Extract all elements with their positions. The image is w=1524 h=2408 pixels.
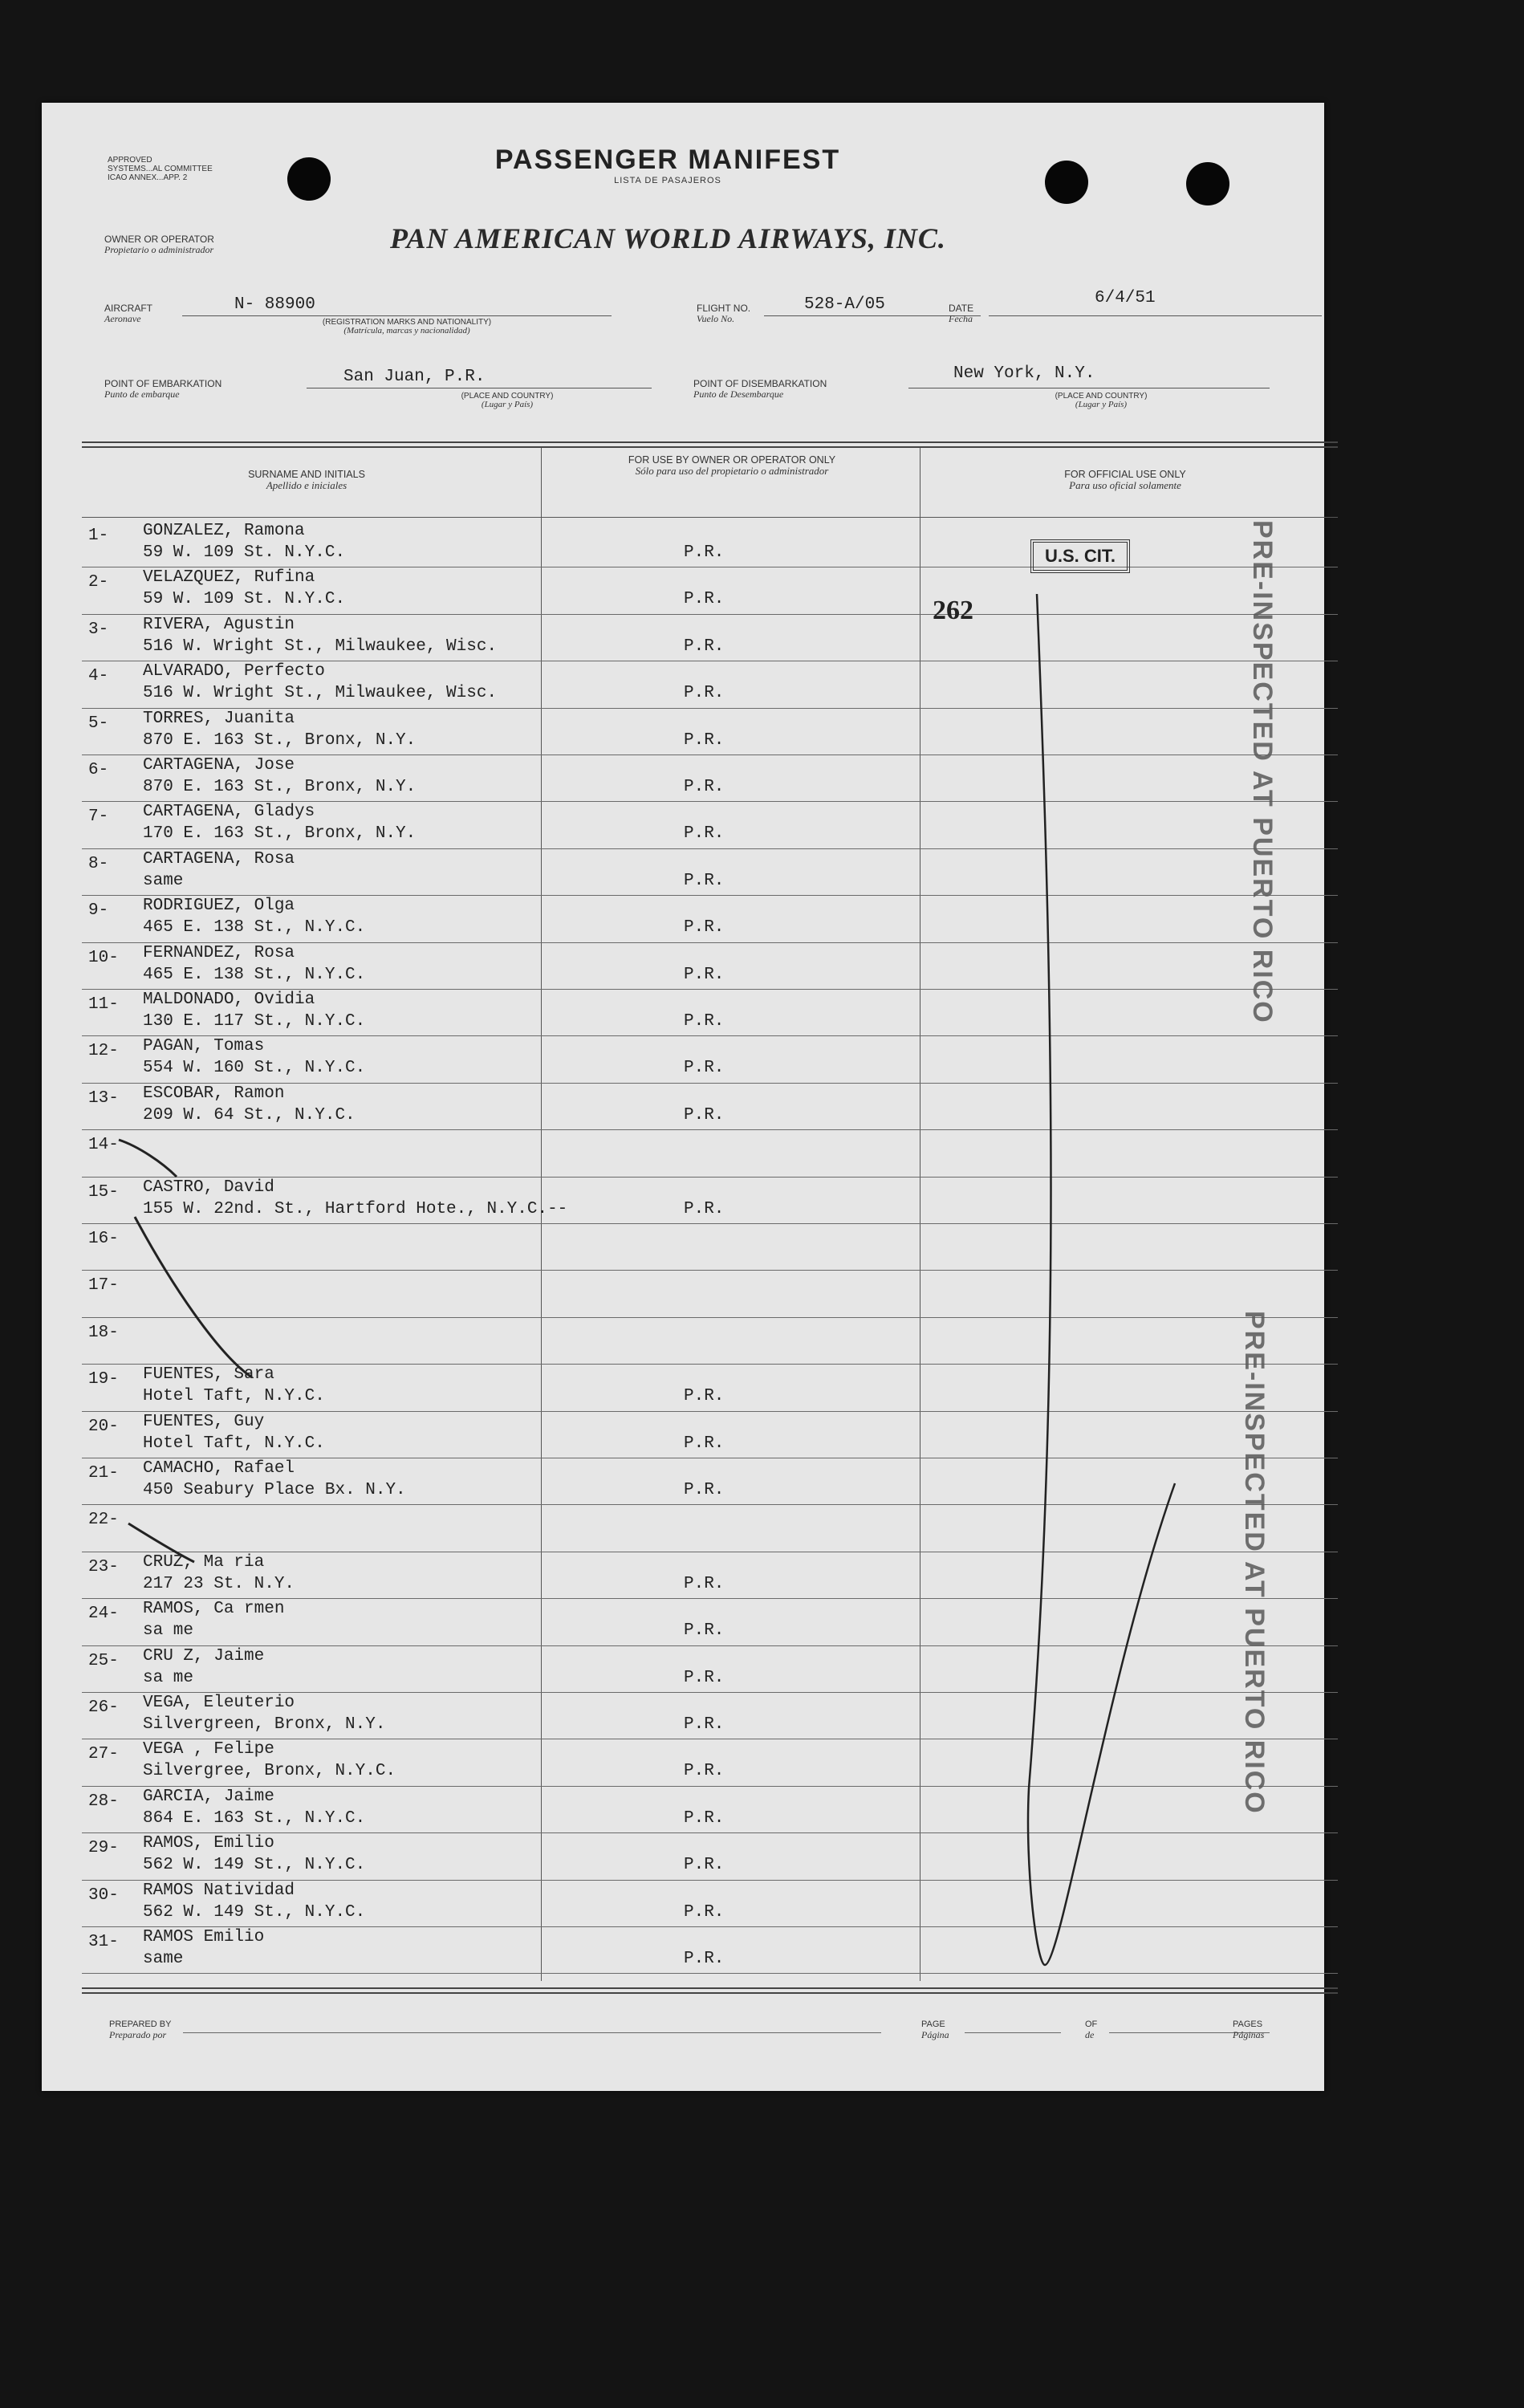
operator-mark: P.R. [684,1574,725,1593]
row-number: 10- [88,948,119,967]
row-number: 24- [88,1605,119,1624]
passenger-name: FERNANDEZ, Rosa [143,943,295,962]
row-number: 20- [88,1417,119,1436]
preinspected-stamp: PRE-INSPECTED AT PUERTO RICO [1239,1311,1270,1815]
prepared-by-text: PREPARED BY [109,2020,172,2029]
owner-label-es: Propietario o administrador [104,244,214,255]
passenger-address: same [143,1950,184,1968]
passenger-address: 870 E. 163 St., Bronx, N.Y. [143,730,417,750]
operator-mark: P.R. [684,965,725,984]
approval-line: SYSTEMS...AL COMMITTEE [108,165,213,173]
passenger-address: 864 E. 163 St., N.Y.C. [143,1808,366,1828]
passenger-address: 465 E. 138 St., N.Y.C. [143,918,366,938]
row-number: 27- [88,1745,119,1764]
row-number: 9- [88,901,109,921]
operator-mark: P.R. [684,1950,725,1968]
passenger-address: 59 W. 109 St. N.Y.C. [143,590,346,609]
of-label-es: de [1085,2029,1095,2040]
passenger-name: RAMOS Emilio [143,1928,265,1946]
passenger-name: CARTAGENA, Rosa [143,849,295,868]
column-header-es: Sólo para uso del propietario o administrador [635,465,829,477]
column-header-text: FOR OFFICIAL USE ONLY [1064,469,1186,480]
passenger-address: 870 E. 163 St., Bronx, N.Y. [143,778,417,796]
column-header-es: Apellido e iniciales [266,479,347,491]
operator-mark: P.R. [684,1481,725,1499]
row-number: 23- [88,1557,119,1576]
passenger-name: ESCOBAR, Ramon [143,1084,285,1103]
passenger-address: Hotel Taft, N.Y.C. [143,1387,325,1406]
passenger-name: MALDONADO, Ovidia [143,990,315,1009]
row-number: 1- [88,527,109,545]
passenger-name: RAMOS, Ca rmen [143,1600,285,1619]
operator-mark: P.R. [684,918,725,938]
passenger-name: CRU Z, Jaime [143,1646,265,1666]
of-label-text: OF [1085,2020,1098,2029]
passenger-name: PAGAN, Tomas [143,1037,265,1056]
passenger-address: 130 E. 117 St., N.Y.C. [143,1012,366,1031]
operator-mark: P.R. [684,730,725,750]
row-number: 18- [88,1323,119,1342]
approval-line: ICAO ANNEX...APP. 2 [108,173,188,182]
operator-mark: P.R. [684,1199,725,1218]
row-number: 16- [88,1230,119,1248]
row-number: 14- [88,1136,119,1155]
pencil-strike [135,1217,252,1377]
row-number: 29- [88,1839,119,1858]
operator-mark: P.R. [684,1715,725,1734]
row-number: 12- [88,1042,119,1061]
embarkation-label-es: Punto de embarque [104,388,180,400]
date-label-text: DATE [949,303,974,314]
pages-label-es: Páginas [1233,2029,1265,2040]
column-header-text: FOR USE BY OWNER OR OPERATOR ONLY [628,454,836,466]
disembarkation-label-text: POINT OF DISEMBARKATION [693,378,827,389]
passenger-address: 217 23 St. N.Y. [143,1574,295,1593]
passenger-name: ALVARADO, Perfecto [143,662,325,681]
passenger-address: 465 E. 138 St., N.Y.C. [143,965,366,984]
passenger-name: CARTAGENA, Gladys [143,803,315,822]
passenger-name: RAMOS, Emilio [143,1834,274,1853]
date-value: 6/4/51 [1095,289,1156,307]
row-number: 2- [88,573,109,592]
passenger-name: VEGA, Eleuterio [143,1694,295,1712]
pencil-marks [42,103,1324,2091]
passenger-name: GONZALEZ, Ramona [143,522,305,540]
passenger-address: same [143,871,184,890]
operator-mark: P.R. [684,871,725,890]
row-number: 4- [88,667,109,686]
row-number: 17- [88,1276,119,1296]
operator-mark: P.R. [684,1621,725,1641]
row-number: 28- [88,1792,119,1811]
aircraft-label-text: AIRCRAFT [104,303,152,314]
row-number: 5- [88,714,109,733]
disembarkation-value: New York, N.Y. [953,364,1095,383]
passenger-name: RODRIGUEZ, Olga [143,897,295,916]
row-number: 26- [88,1698,119,1717]
pencil-strike [119,1140,177,1177]
row-number: 15- [88,1182,119,1202]
passenger-name: TORRES, Juanita [143,709,295,728]
aircraft-label-es: Aeronave [104,313,141,324]
operator-mark: P.R. [684,1434,725,1453]
operator-mark: P.R. [684,543,725,562]
embarkation-value: San Juan, P.R. [343,368,486,386]
passenger-address: 562 W. 149 St., N.Y.C. [143,1856,366,1875]
page-label-text: PAGE [921,2020,945,2029]
passenger-address: 450 Seabury Place Bx. N.Y. [143,1481,406,1499]
passenger-address: 516 W. Wright St., Milwaukee, Wisc. [143,637,498,656]
passenger-address: sa me [143,1668,194,1687]
aircraft-value: N- 88900 [234,295,315,314]
owner-value: PAN AMERICAN WORLD AIRWAYS, INC. [390,222,946,254]
operator-mark: P.R. [684,1387,725,1406]
row-number: 7- [88,807,109,827]
operator-mark: P.R. [684,1808,725,1828]
operator-mark: P.R. [684,1668,725,1687]
pencil-strike [128,1523,194,1562]
passenger-name: VELAZQUEZ, Rufina [143,568,315,588]
operator-mark: P.R. [684,684,725,703]
passenger-name: FUENTES, Sara [143,1365,274,1385]
operator-mark: P.R. [684,1856,725,1875]
passenger-name: GARCIA, Jaime [143,1787,274,1806]
row-number: 22- [88,1511,119,1530]
row-number: 21- [88,1464,119,1483]
pages-label-text: PAGES [1233,2020,1263,2029]
column-header-es: Para uso oficial solamente [1069,479,1181,491]
row-number: 6- [88,761,109,779]
row-number: 19- [88,1370,119,1389]
owner-label-text: OWNER OR OPERATOR [104,234,214,245]
passenger-address: 209 W. 64 St., N.Y.C. [143,1105,356,1125]
passenger-address: 155 W. 22nd. St., Hartford Hote., N.Y.C.-- [143,1199,568,1218]
registration-caption-text: (REGISTRATION MARKS AND NATIONALITY) [322,318,492,327]
embarkation-label-text: POINT OF EMBARKATION [104,378,222,389]
row-number: 30- [88,1885,119,1905]
passenger-name: FUENTES, Guy [143,1412,265,1431]
place-caption-text: (PLACE AND COUNTRY) [1055,392,1148,401]
operator-mark: P.R. [684,824,725,844]
row-number: 11- [88,995,119,1014]
manifest-sheet [42,103,1324,2091]
row-number: 13- [88,1088,119,1108]
operator-mark: P.R. [684,1059,725,1078]
prepared-by-es: Preparado por [109,2029,167,2040]
passenger-address: Silvergreen, Bronx, N.Y. [143,1715,386,1734]
operator-mark: P.R. [684,1902,725,1922]
row-number: 3- [88,620,109,639]
place-caption-es: (Lugar y País) [481,400,534,409]
operator-mark: P.R. [684,590,725,609]
passenger-address: 516 W. Wright St., Milwaukee, Wisc. [143,684,498,703]
operator-mark: P.R. [684,1762,725,1781]
page-subtitle: LISTA DE PASAJEROS [614,176,721,185]
passenger-name: CRUZ, Ma ria [143,1552,265,1572]
operator-mark: P.R. [684,778,725,796]
page-title: PASSENGER MANIFEST [494,144,841,175]
place-caption-text: (PLACE AND COUNTRY) [461,392,554,401]
passenger-address: Silvergree, Bronx, N.Y.C. [143,1762,396,1781]
flight-label-es: Vuelo No. [697,313,735,324]
disembarkation-label-es: Punto de Desembarque [693,388,784,400]
column-header-text: SURNAME AND INITIALS [248,469,365,480]
page-label-es: Página [921,2029,949,2040]
pencil-line [1028,594,1175,1965]
place-caption-es: (Lugar y País) [1075,400,1128,409]
date-label-es: Fecha [949,313,973,324]
registration-caption-es: (Matrícula, marcas y nacionalidad) [343,326,470,336]
operator-mark: P.R. [684,637,725,656]
passenger-address: 170 E. 163 St., Bronx, N.Y. [143,824,417,844]
passenger-address: sa me [143,1621,194,1641]
passenger-address: Hotel Taft, N.Y.C. [143,1434,325,1453]
passenger-name: RAMOS Natividad [143,1881,295,1900]
approval-line: APPROVED [108,156,152,165]
row-number: 31- [88,1933,119,1951]
operator-mark: P.R. [684,1105,725,1125]
operator-mark: P.R. [684,1012,725,1031]
passenger-address: 59 W. 109 St. N.Y.C. [143,543,346,562]
row-number: 8- [88,854,109,873]
passenger-count-stamp: 262 [933,596,973,625]
us-citizen-stamp: U.S. CIT. [1030,539,1130,573]
passenger-name: CARTAGENA, Jose [143,756,295,775]
passenger-name: CAMACHO, Rafael [143,1459,295,1478]
flight-value: 528-A/05 [804,295,885,314]
passenger-address: 562 W. 149 St., N.Y.C. [143,1902,366,1922]
passenger-name: VEGA , Felipe [143,1740,274,1759]
passenger-name: CASTRO, David [143,1178,274,1197]
flight-label-text: FLIGHT NO. [697,303,751,314]
passenger-address: 554 W. 160 St., N.Y.C. [143,1059,366,1078]
passenger-name: RIVERA, Agustin [143,615,295,634]
preinspected-stamp: PRE-INSPECTED AT PUERTO RICO [1247,520,1278,1024]
row-number: 25- [88,1651,119,1670]
